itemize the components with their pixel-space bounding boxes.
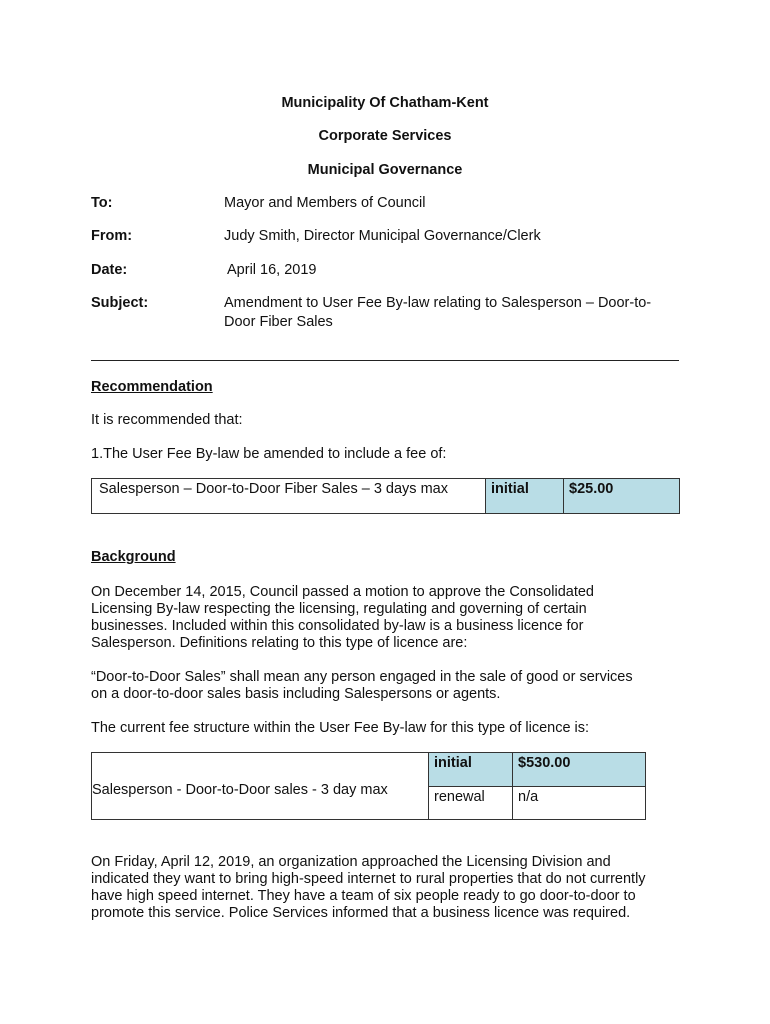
background-paragraph-3 <box>91 854 681 922</box>
text-line: “Door-to-Door Sales” shall mean any person engaged in the sale of good or services <box>91 669 633 685</box>
background-heading: Background <box>91 549 176 565</box>
org-title: Municipality Of Chatham-Kent <box>281 95 489 111</box>
recommendation-item-1: 1.The User Fee By-law be amended to include a fee of: <box>91 446 447 462</box>
date-value: April 16, 2019 <box>227 262 317 278</box>
current-fee-table <box>91 752 646 820</box>
new-fee-table <box>91 478 680 514</box>
fee-type-cell: initial <box>486 479 564 514</box>
from-value: Judy Smith, Director Municipal Governance/Clerk <box>224 228 541 244</box>
fee-amount-cell: $25.00 <box>564 479 680 514</box>
background-paragraph-1 <box>91 584 681 652</box>
text-line: businesses. Included within this consolidated by-law is a business licence for <box>91 618 584 634</box>
text-line: indicated they want to bring high-speed internet to rural properties that do not currently <box>91 871 646 887</box>
current-fee-description-cell: Salesperson - Door-to-Door sales - 3 day max <box>92 753 429 820</box>
text-line: Salesperson. Definitions relating to this type of licence are: <box>91 635 468 651</box>
table-row <box>92 479 680 514</box>
text-line: Licensing By-law respecting the licensing, regulating and governing of certain <box>91 601 587 617</box>
current-fee-type-initial: initial <box>429 753 513 787</box>
recommendation-heading: Recommendation <box>91 379 213 395</box>
subject-line-1: Amendment to User Fee By-law relating to Salesperson – Door-to- <box>224 295 652 311</box>
division-title: Municipal Governance <box>307 162 463 178</box>
to-label: To: <box>91 195 113 211</box>
text-line: have high speed internet. They have a team of six people ready to go door-to-door to <box>91 888 636 904</box>
divider-rule <box>91 360 679 361</box>
table-row <box>92 753 646 787</box>
current-fee-amount-renewal: n/a <box>513 787 646 820</box>
text-line: on a door-to-door sales basis including Salespersons or agents. <box>91 686 501 702</box>
text-line: On December 14, 2015, Council passed a motion to approve the Consolidated <box>91 584 594 600</box>
recommendation-intro: It is recommended that: <box>91 412 243 428</box>
background-paragraph-2: The current fee structure within the User Fee By-law for this type of licence is: <box>91 720 590 736</box>
subject-label: Subject: <box>91 295 149 311</box>
definition-quote <box>91 669 681 703</box>
from-label: From: <box>91 228 133 244</box>
to-value: Mayor and Members of Council <box>224 195 426 211</box>
current-fee-amount-initial: $530.00 <box>513 753 646 787</box>
text-line: promote this service. Police Services informed that a business licence was required. <box>91 905 631 921</box>
fee-description-cell: Salesperson – Door-to-Door Fiber Sales – 3 days max <box>92 479 486 514</box>
subject-line-2: Door Fiber Sales <box>224 314 333 330</box>
text-line: On Friday, April 12, 2019, an organization approached the Licensing Division and <box>91 854 611 870</box>
dept-title: Corporate Services <box>318 128 452 144</box>
current-fee-type-renewal: renewal <box>429 787 513 820</box>
date-label: Date: <box>91 262 128 278</box>
